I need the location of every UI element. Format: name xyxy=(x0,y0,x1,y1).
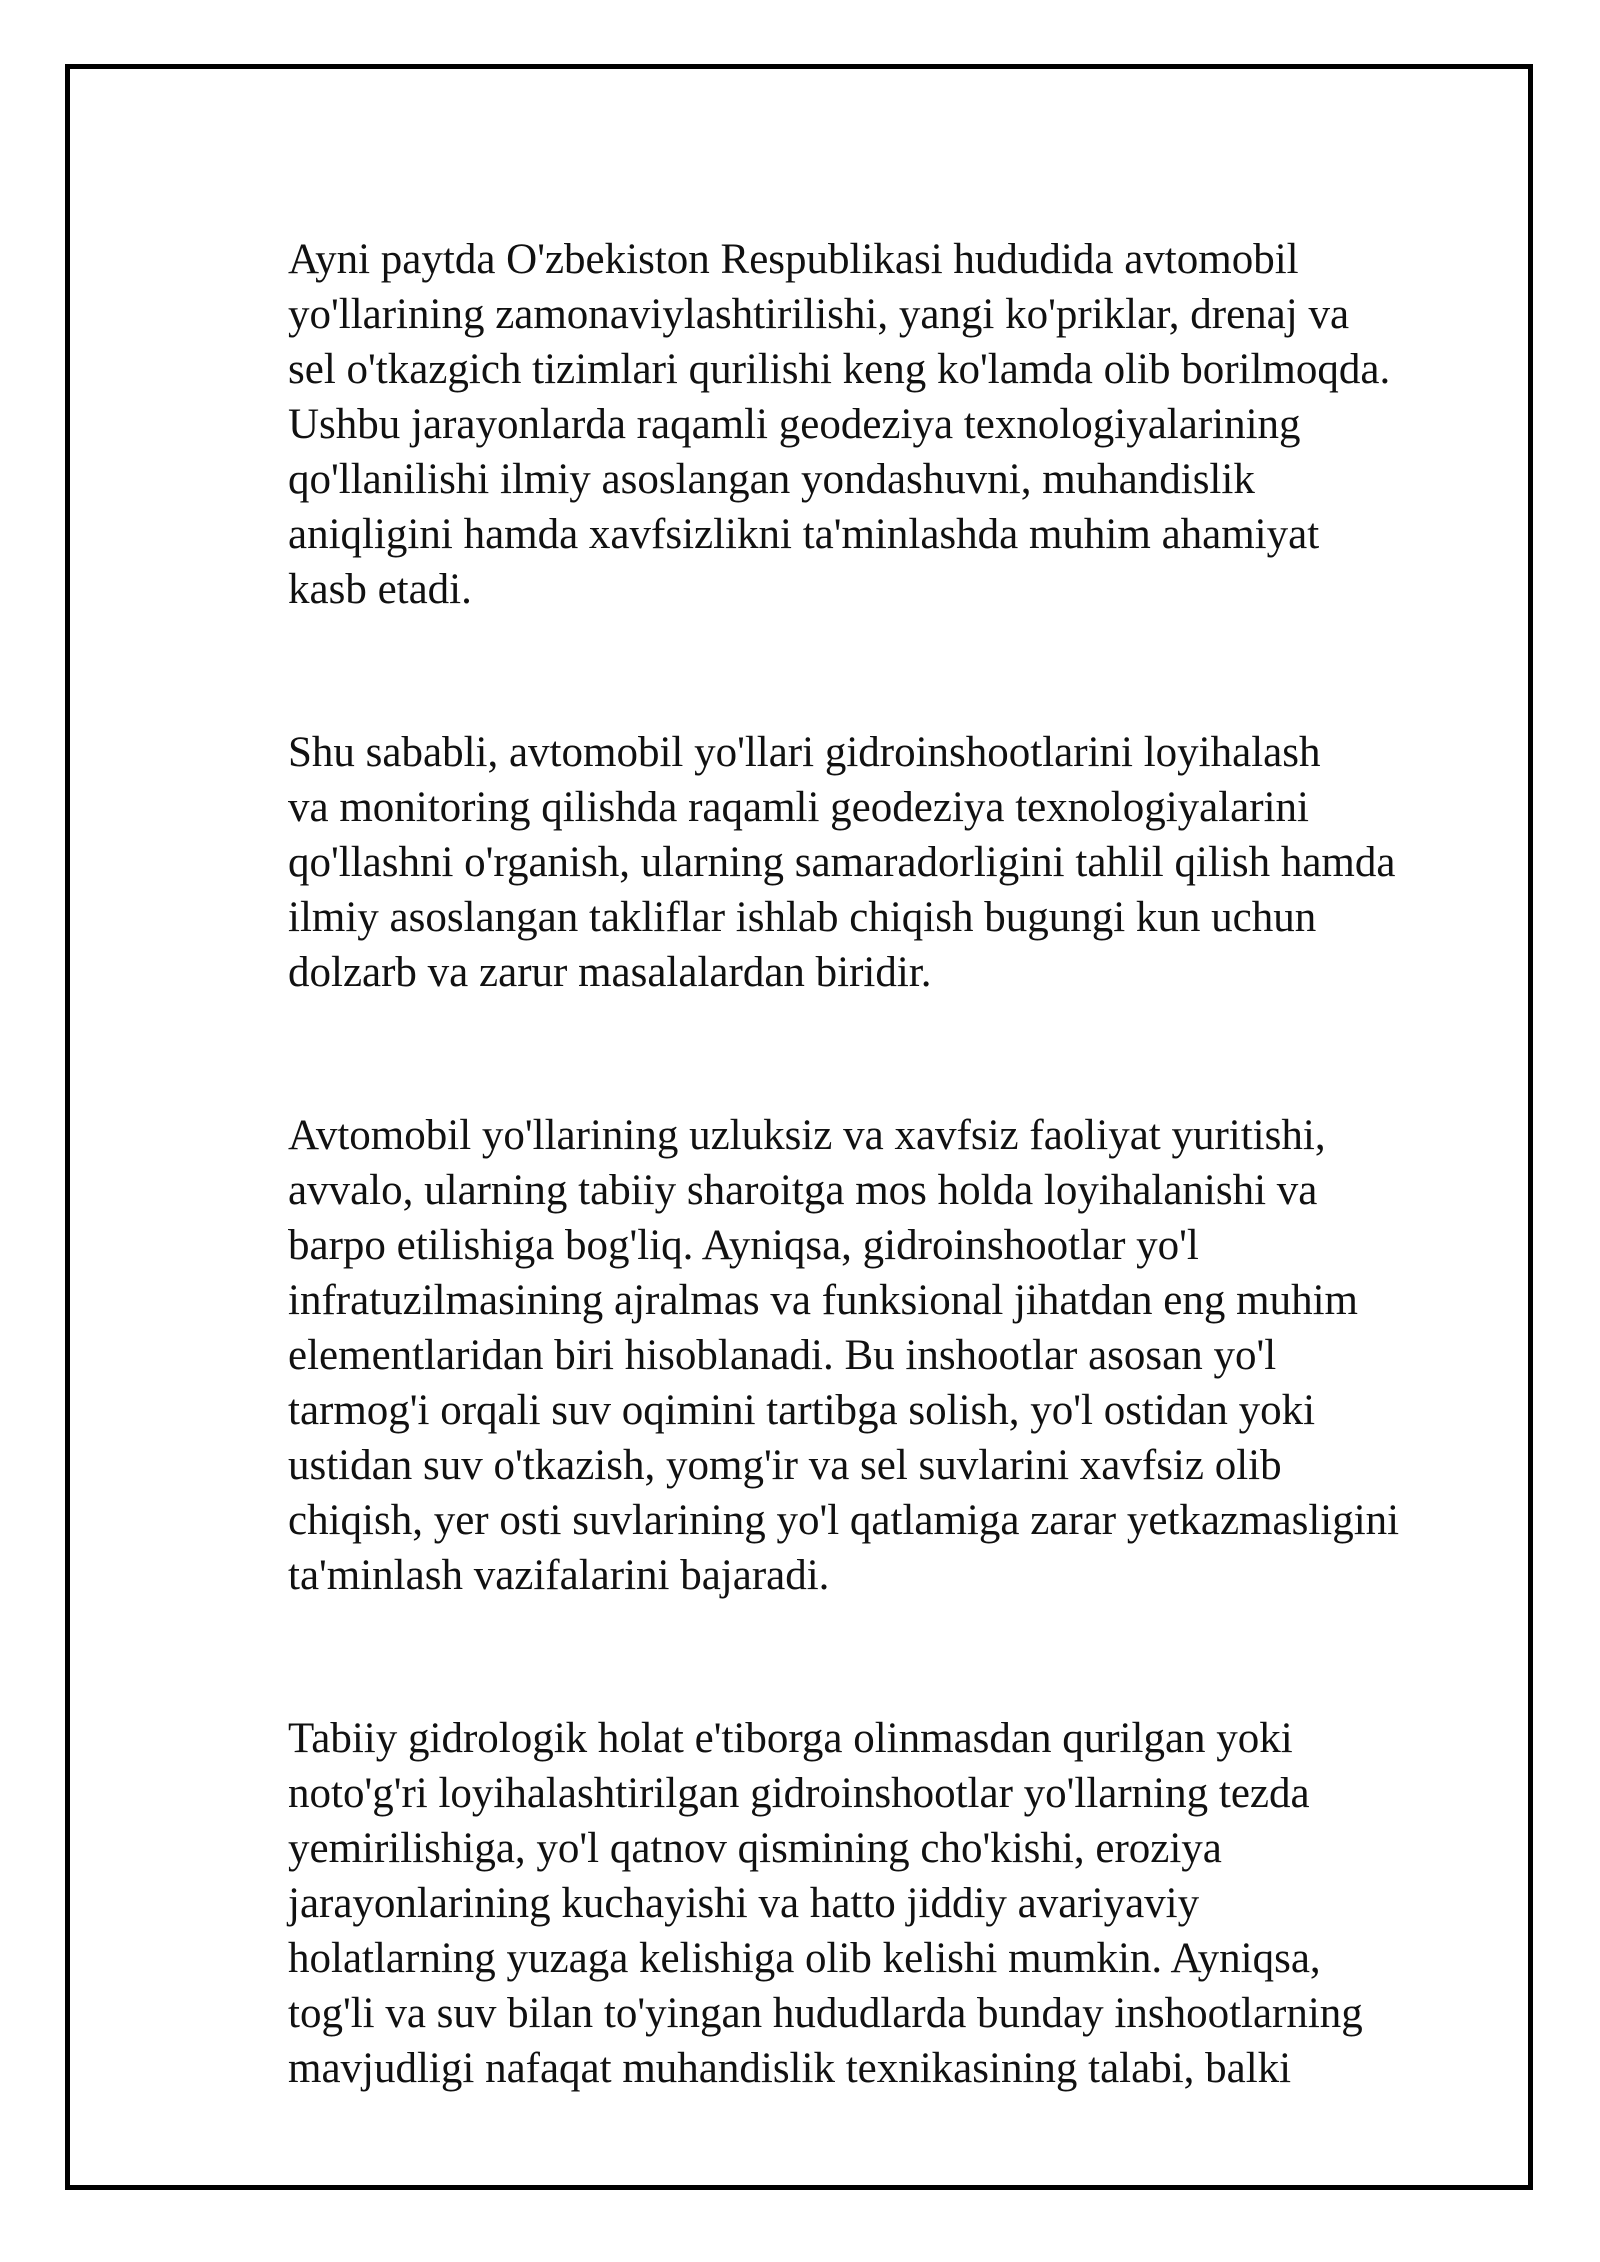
paragraph-2 xyxy=(228,725,1528,1000)
text-line: qo'llanilishi ilmiy asoslangan yondashuvni, muhandislik xyxy=(288,456,1255,503)
text-line: tarmog'i orqali suv oqimini tartibga solish, yo'l ostidan yoki xyxy=(288,1387,1316,1434)
text-line: va monitoring qilishda raqamli geodeziya texnologiyalarini xyxy=(288,784,1309,831)
text-line: chiqish, yer osti suvlarining yo'l qatlamiga zarar yetkazmasligini xyxy=(288,1497,1400,1544)
text-line: yo'llarining zamonaviylashtirilishi, yangi ko'priklar, drenaj va xyxy=(288,291,1350,338)
paragraph-1 xyxy=(228,232,1528,617)
text-line: kasb etadi. xyxy=(288,566,472,613)
text-line: sel o'tkazgich tizimlari qurilishi keng ko'lamda olib borilmoqda. xyxy=(288,346,1391,393)
text-line: Shu sababli, avtomobil yo'llari gidroinshootlarini loyihalash xyxy=(288,729,1321,776)
text-line: dolzarb va zarur masalalardan biridir. xyxy=(288,949,932,996)
text-line: qo'llashni o'rganish, ularning samaradorligini tahlil qilish hamda xyxy=(288,839,1396,886)
text-line: elementlaridan biri hisoblanadi. Bu inshootlar asosan yo'l xyxy=(288,1332,1277,1379)
text-line: aniqligini hamda xavfsizlikni ta'minlashda muhim ahamiyat xyxy=(288,511,1320,558)
text-line: infratuzilmasining ajralmas va funksional jihatdan eng muhim xyxy=(288,1277,1358,1324)
text-line: jarayonlarining kuchayishi va hatto jiddiy avariyaviy xyxy=(288,1880,1200,1927)
text-line: Ushbu jarayonlarda raqamli geodeziya texnologiyalarining xyxy=(288,401,1301,448)
text-line: Ayni paytda O'zbekiston Respublikasi hududida avtomobil xyxy=(288,236,1299,283)
text-line: ta'minlash vazifalarini bajaradi. xyxy=(288,1552,830,1599)
text-line: ilmiy asoslangan takliflar ishlab chiqish bugungi kun uchun xyxy=(288,894,1317,941)
text-line: holatlarning yuzaga kelishiga olib kelishi mumkin. Ayniqsa, xyxy=(288,1935,1321,1982)
text-line: avvalo, ularning tabiiy sharoitga mos holda loyihalanishi va xyxy=(288,1167,1318,1214)
text-line: ustidan suv o'tkazish, yomg'ir va sel suvlarini xavfsiz olib xyxy=(288,1442,1282,1489)
paragraph-3 xyxy=(228,1108,1528,1603)
text-line: yemirilishiga, yo'l qatnov qismining cho'kishi, eroziya xyxy=(288,1825,1222,1872)
paragraph-4 xyxy=(228,1711,1528,2096)
document-body xyxy=(228,232,1528,2096)
text-line: Tabiiy gidrologik holat e'tiborga olinmasdan qurilgan yoki xyxy=(288,1715,1293,1762)
text-line: tog'li va suv bilan to'yingan hududlarda bunday inshootlarning xyxy=(288,1990,1363,2037)
text-line: noto'g'ri loyihalashtirilgan gidroinshootlar yo'llarning tezda xyxy=(288,1770,1310,1817)
text-line: mavjudligi nafaqat muhandislik texnikasining talabi, balki xyxy=(288,2045,1292,2092)
text-line: barpo etilishiga bog'liq. Ayniqsa, gidroinshootlar yo'l xyxy=(288,1222,1199,1269)
text-line: Avtomobil yo'llarining uzluksiz va xavfsiz faoliyat yuritishi, xyxy=(288,1112,1326,1159)
